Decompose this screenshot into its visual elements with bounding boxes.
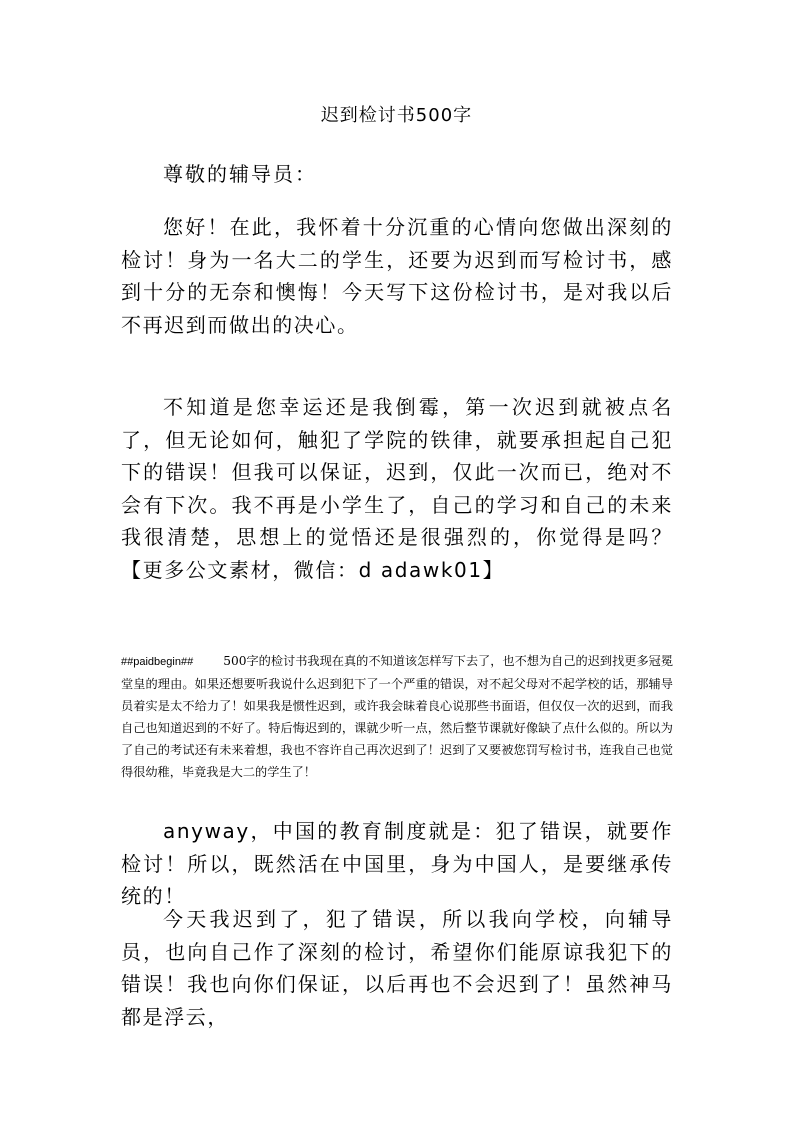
body-paragraph: 不知道是您幸运还是我倒霉，第一次迟到就被点名了，但无论如何，触犯了学院的铁律，就要承担起自己犯下的错误！但我可以保证，迟到，仅此一次而已，绝对不会有下次。我不再是小学生了，自己的学习和自己的未来我很清楚，思想上的觉悟还是很强烈的，你觉得是吗？【更多公文素材，微信：d adawk01】: [121, 395, 673, 582]
small-print-paragraph: [121, 650, 673, 783]
salutation: 尊敬的辅导员：: [163, 162, 317, 186]
body-paragraph: 您好！在此，我怀着十分沉重的心情向您做出深刻的检讨！身为一名大二的学生，还要为迟到而写检讨书，感到十分的无奈和懊悔！今天写下这份检讨书，是对我以后不再迟到而做出的决心。: [121, 215, 673, 337]
body-paragraph: 今天我迟到了，犯了错误，所以我向学校，向辅导员，也向自己作了深刻的检讨，希望你们能原谅我犯下的错误！我也向你们保证，以后再也不会迟到了！虽然神马都是浮云，: [121, 907, 673, 1029]
body-paragraph: anyway，中国的教育制度就是：犯了错误，就要作检讨！所以，既然活在中国里，身为中国人，是要继承传统的！: [121, 819, 673, 908]
small-print-text: 500字的检讨书我现在真的不知道该怎样写下去了，也不想为自己的迟到找更多冠冕堂皇的理由。如果还想要听我说什么迟到犯下了一个严重的错误，对不起父母对不起学校的话，那辅导员着实是太不给力了！如果我是惯性迟到，或许我会昧着良心说那些书面语，但仅仅一次的迟到，而我自己也知道迟到的不好了。特后悔迟到的，课就少听一点，然后整节课就好像缺了点什么似的。所以为了自己的考试还有未来着想，我也不容许自己再次迟到了！迟到了又要被您罚写检讨书，连我自己也觉得很幼稚，毕竟我是大二的学生了！: [121, 654, 674, 779]
document-title: 迟到检讨书500字: [320, 105, 473, 126]
paid-begin-marker: ##paidbegin##: [121, 656, 194, 668]
